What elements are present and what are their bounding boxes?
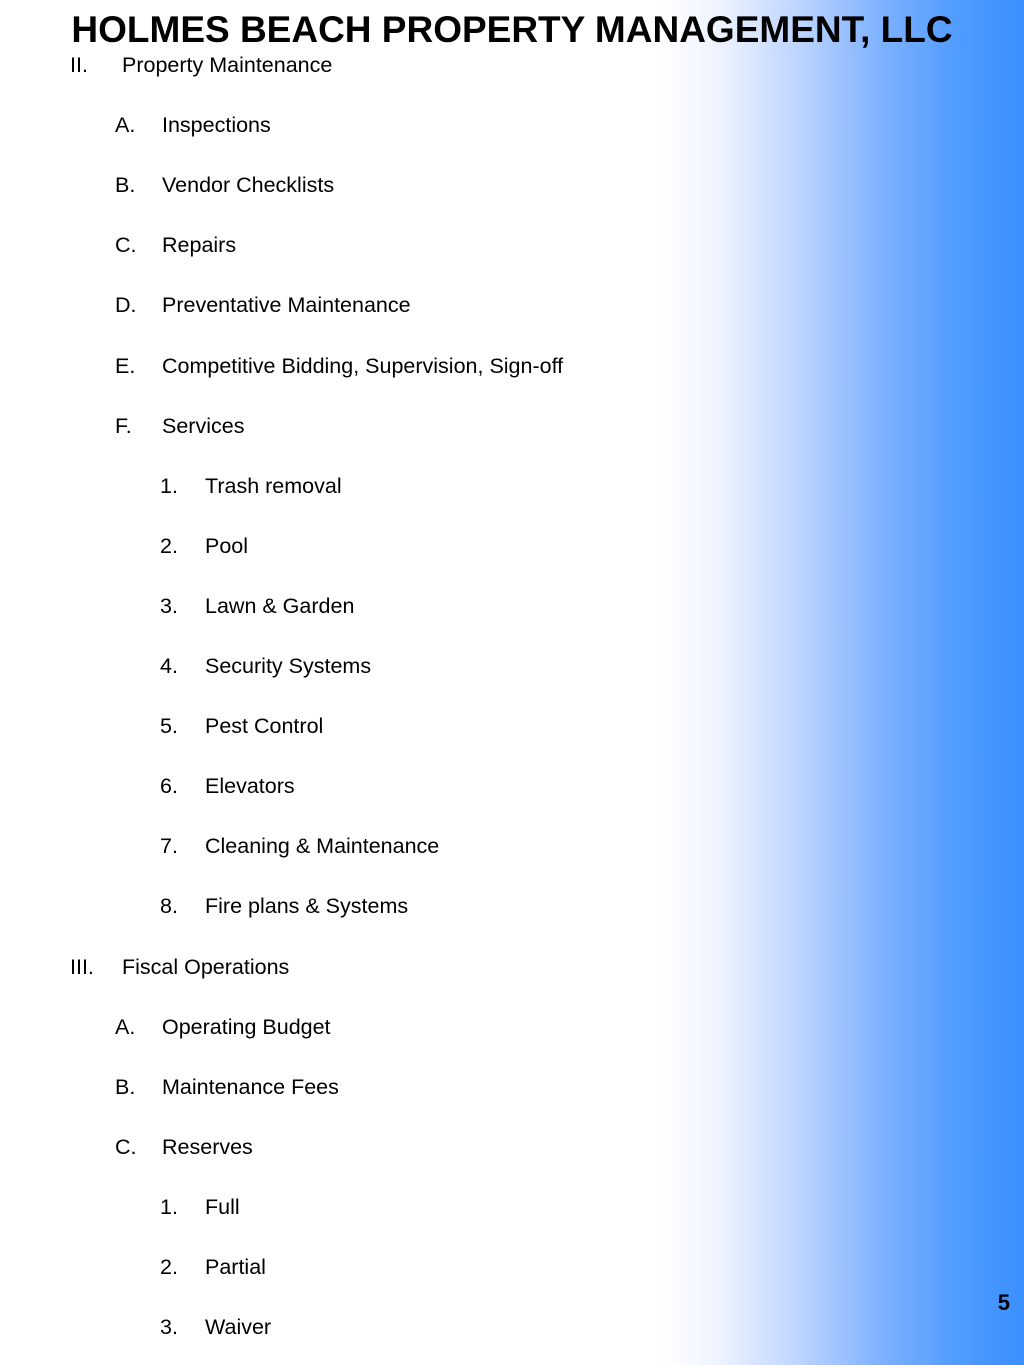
outline-item-marker: E. (115, 354, 136, 378)
outline-item-text: Property Maintenance (122, 53, 333, 77)
outline-item-marker: B. (115, 1075, 136, 1099)
outline-item-marker: III. (70, 955, 94, 979)
outline-item-marker: C. (115, 1135, 137, 1159)
outline-item-text: Fiscal Operations (122, 955, 290, 979)
outline-item-marker: 1. (160, 1195, 178, 1219)
outline-item-marker: 4. (160, 654, 178, 678)
outline-item-marker: 1. (160, 474, 178, 498)
outline-item-marker: A. (115, 1015, 136, 1039)
page-title: HOLMES BEACH PROPERTY MANAGEMENT, LLC (71, 9, 953, 50)
outline-item-text: Operating Budget (162, 1015, 331, 1039)
outline-item-marker: 8. (160, 894, 178, 918)
outline-item-text: Security Systems (205, 654, 372, 678)
outline-item-text: Partial (205, 1255, 266, 1279)
outline-item-text: Services (162, 414, 245, 438)
outline-item-text: Lawn & Garden (205, 594, 355, 618)
outline-item-text: Competitive Bidding, Supervision, Sign-off (162, 354, 564, 378)
outline-item-text: Maintenance Fees (162, 1075, 339, 1099)
outline-item-marker: 5. (160, 714, 178, 738)
outline-item-text: Inspections (162, 113, 271, 137)
outline-item-marker: 2. (160, 534, 178, 558)
outline-item-marker: II. (70, 53, 88, 77)
outline-item-text: Waiver (205, 1315, 272, 1339)
outline-item-text: Cleaning & Maintenance (205, 834, 440, 858)
outline-item-marker: 6. (160, 774, 178, 798)
outline-item-text: Full (205, 1195, 240, 1219)
outline-item-marker: C. (115, 233, 137, 257)
outline-item-marker: 3. (160, 594, 178, 618)
outline-item-text: Fire plans & Systems (205, 894, 409, 918)
outline-item-marker: A. (115, 113, 136, 137)
outline-item-text: Repairs (162, 233, 237, 257)
outline-item-text: Vendor Checklists (162, 173, 335, 197)
outline-item-text: Reserves (162, 1135, 253, 1159)
outline-item-marker: F. (115, 414, 132, 438)
outline-item-marker: 7. (160, 834, 178, 858)
outline-item-text: Elevators (205, 774, 295, 798)
outline-item-marker: 3. (160, 1315, 178, 1339)
outline-item-marker: B. (115, 173, 136, 197)
page-number: 5 (997, 1290, 1010, 1315)
outline-item-text: Trash removal (205, 474, 342, 498)
outline-item-text: Preventative Maintenance (162, 293, 411, 317)
outline-item-marker: 2. (160, 1255, 178, 1279)
outline-item-marker: D. (115, 293, 137, 317)
outline-item-text: Pool (205, 534, 249, 558)
outline-item-text: Pest Control (205, 714, 324, 738)
